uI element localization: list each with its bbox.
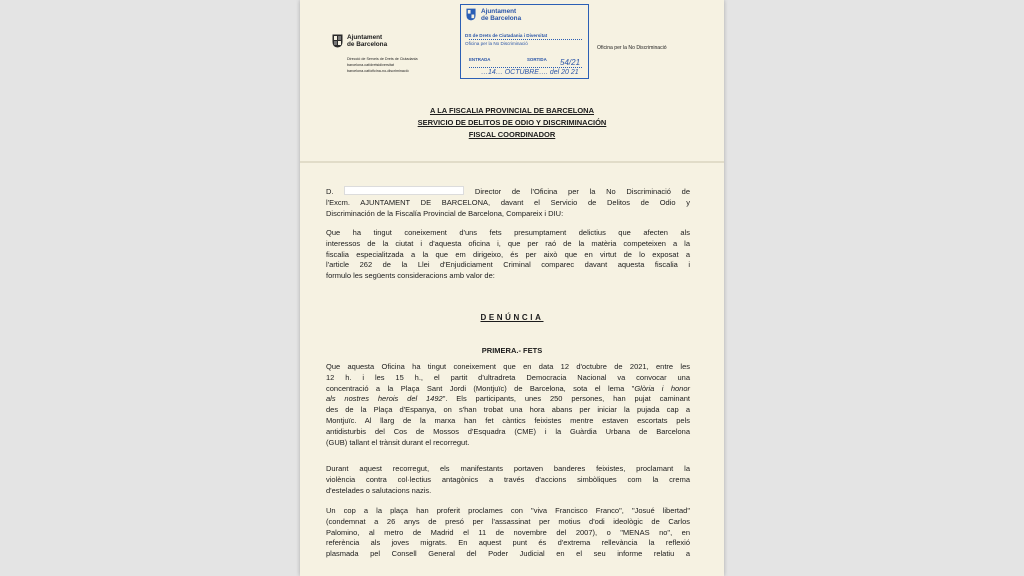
org-name-line-1: Ajuntament bbox=[347, 34, 383, 41]
heading-line-2: SERVICIO DE DELITOS DE ODIO Y DISCRIMINACIÓN bbox=[417, 118, 607, 127]
text-line: referència als joves migrats. En aquest punt és d'extrema rellevància la reflexió bbox=[326, 538, 690, 548]
text-fragment: concentració a la Plaça Sant Jordi (Montjuïc) de Barcelona, sota el lema " bbox=[326, 383, 635, 393]
text-line: interessos de la ciutat i d'aquesta oficina i, que per raó de la matèria competeixen a la bbox=[326, 238, 690, 248]
org-name bbox=[347, 34, 387, 48]
text-line: des de la Plaça d'Espanya, on s'han trobat una hora abans per iniciar la pujada cap a bbox=[326, 405, 690, 415]
text-line: Que ha tingut coneixement d'uns fets presumptament delictius que afecten als bbox=[326, 228, 690, 237]
text-line bbox=[326, 384, 690, 395]
text-line: (GUB) tallant el trànsit durant el recorregut. bbox=[326, 437, 470, 447]
stamp-divider bbox=[469, 67, 582, 68]
city-shield-icon bbox=[332, 34, 343, 48]
stamp-divider bbox=[469, 39, 582, 40]
text-line bbox=[326, 186, 690, 198]
stamp-org-name bbox=[481, 8, 521, 22]
stamp-org-line-2: de Barcelona bbox=[481, 15, 522, 22]
text-line: Discriminación de la Fiscalía Provincial de Barcelona, Compareix i DIU: bbox=[326, 208, 564, 218]
text-line: Palomino, al metro de Madrid el 11 de novembre del 2007), o "MENAS no", en bbox=[326, 527, 690, 537]
route-paragraph bbox=[326, 464, 690, 496]
section-title-fets: PRIMERA.- FETS bbox=[481, 346, 543, 355]
text-fragment: D. bbox=[326, 187, 334, 196]
document-page bbox=[300, 0, 724, 576]
stamp-shield-icon bbox=[466, 8, 476, 21]
stamp-entrada-label: ENTRADA bbox=[469, 57, 491, 62]
stamp-department: DS de Drets de Ciutadania i Diversitat bbox=[465, 33, 548, 38]
org-url-2: barcelona.cat/oficina-no-discriminació bbox=[347, 69, 409, 73]
stamp-date: …14… OCTUBRE…. del 20 21 bbox=[481, 69, 579, 76]
text-line bbox=[326, 394, 690, 405]
text-line: fiscalia especialitzada a la que em dirigeixo, és per això que en virtut de lo exposat a bbox=[326, 249, 690, 259]
slogan-text: als nostres herois del 1492 bbox=[326, 394, 443, 404]
text-line: Durant aquest recorregut, els manifestants portaven banderes feixistes, proclamant la bbox=[326, 464, 690, 473]
paper-fold-line bbox=[300, 161, 724, 163]
org-name-line-2: de Barcelona bbox=[347, 41, 388, 48]
denuncia-title: DENÚNCIA bbox=[480, 313, 544, 322]
org-department: Direcció de Serveis de Drets de Ciutadania bbox=[347, 57, 418, 61]
text-fragment: ". Els participants, unes 250 persones, han pujat caminant bbox=[442, 394, 691, 404]
text-line: (condemnat a 26 anys de presó per l'assassinat per motius d'odi ideològic de Carlos bbox=[326, 516, 690, 526]
facts-paragraph bbox=[326, 362, 690, 448]
org-url-1: barcelona.cat/dretsidiversitat bbox=[347, 63, 394, 67]
text-line: l'Excm. AJUNTAMENT DE BARCELONA, davant el Servicio de Delitos de Odio y bbox=[326, 197, 690, 207]
redacted-name bbox=[344, 186, 464, 195]
registration-stamp bbox=[460, 4, 589, 79]
stamp-office: Oficina per la No Discriminació bbox=[465, 41, 528, 46]
text-line: violència contra col·lectius antagònics a través d'accions simbòliques com la crema bbox=[326, 474, 690, 484]
proclamations-paragraph bbox=[326, 506, 690, 560]
considerations-paragraph bbox=[326, 228, 690, 282]
intro-paragraph bbox=[326, 186, 690, 219]
text-line: formulo les següents consideracions amb valor de: bbox=[326, 271, 495, 281]
text-fragment: Director de l'Oficina per la No Discriminació de bbox=[474, 187, 690, 196]
heading-line-1: A LA FISCALIA PROVINCIAL DE BARCELONA bbox=[429, 106, 595, 115]
text-line: d'estelades o salutacions nazis. bbox=[326, 485, 432, 495]
text-line: plasmada pel Consell General del Poder Judicial en el seu informe relatiu a bbox=[326, 549, 690, 559]
stamp-register-number: 54/21 bbox=[560, 58, 581, 67]
text-line: Que aquesta Oficina ha tingut coneixement que en data 12 d'octubre de 2021, entre les bbox=[326, 362, 690, 371]
text-line: 12 h. i les 15 h., el partit d'ultradreta Democracia Nacional va convocar una bbox=[326, 372, 690, 382]
text-line: antidisturbis del Cos de Mossos d'Esquadra (CME) i la Guàrdia Urbana de Barcelona bbox=[326, 426, 690, 436]
text-line: Un cop a la plaça han proferit proclames con "viva Francisco Franco", "Josué libertad" bbox=[326, 506, 690, 515]
text-line: l'article 262 de la Llei d'Enjudiciament Criminal comparec davant aquesta fiscalia i bbox=[326, 260, 690, 270]
text-line: Montjuïc. Al llarg de la marxa han fet càntics feixistes mentre estaven escortats pels bbox=[326, 415, 690, 425]
stamp-sortida-label: SORTIDA bbox=[527, 57, 547, 62]
stamp-org-line-1: Ajuntament bbox=[481, 8, 517, 15]
heading-line-3: FISCAL COORDINADOR bbox=[468, 130, 556, 139]
office-label-right: Oficina per la No Discriminació bbox=[597, 45, 667, 51]
slogan-text: Glòria i honor bbox=[634, 383, 690, 393]
